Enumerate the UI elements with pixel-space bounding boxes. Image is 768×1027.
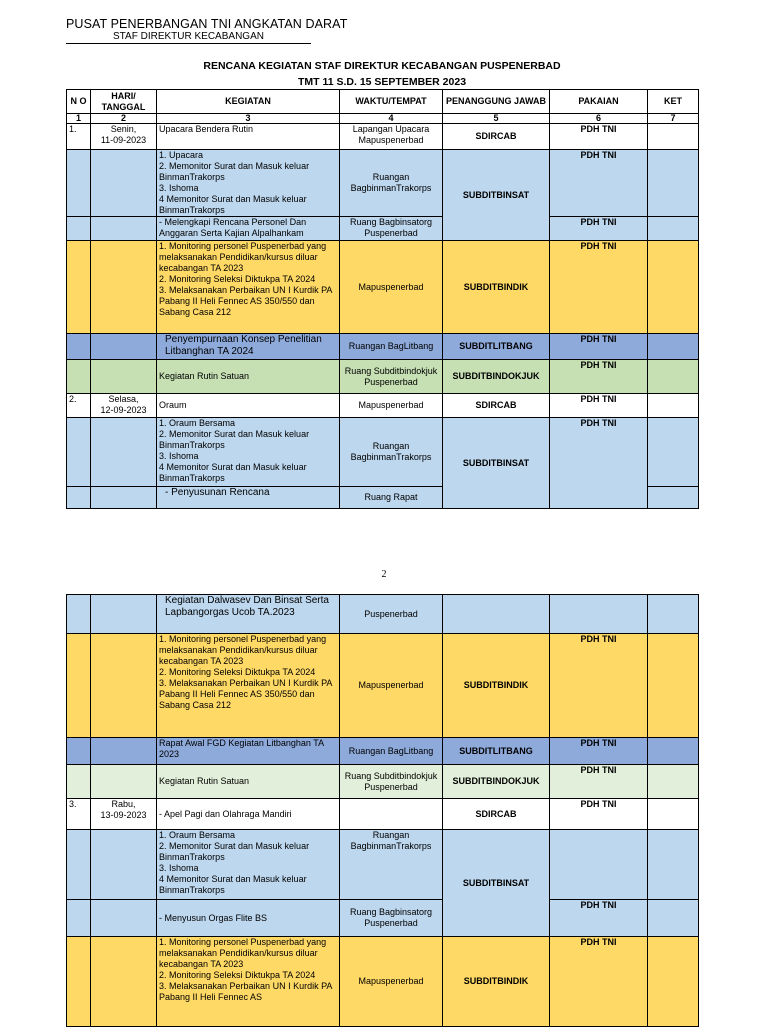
place-cell: Mapuspenerbad bbox=[340, 394, 443, 418]
row-number: 1. bbox=[67, 124, 91, 150]
place-cell: Ruangan BagLitbang bbox=[340, 738, 443, 765]
activity-cell: Upacara Bendera Rutin bbox=[157, 124, 340, 150]
table-row bbox=[67, 765, 699, 799]
responsible-cell: SUBDITBINDIK bbox=[443, 634, 550, 738]
table-row bbox=[67, 418, 699, 487]
place-cell: Ruangan BagbinmanTrakorps bbox=[340, 830, 443, 900]
table-row bbox=[67, 394, 699, 418]
col-header-kegiatan: KEGIATAN bbox=[157, 90, 340, 114]
place-cell: Puspenerbad bbox=[340, 595, 443, 634]
place-cell: Mapuspenerbad bbox=[340, 634, 443, 738]
responsible-cell: SUBDITBINSAT bbox=[443, 830, 550, 937]
table-header-row bbox=[67, 90, 699, 114]
responsible-cell: SUBDITBINDIK bbox=[443, 937, 550, 1027]
table-row bbox=[67, 830, 699, 900]
col-header-penanggung: PENANGGUNG JAWAB bbox=[443, 90, 550, 114]
table-row bbox=[67, 799, 699, 830]
row-number: 2. bbox=[67, 394, 91, 418]
activity-cell: Kegiatan Dalwasev Dan Binsat Serta Lapbangorgas Ucob TA.2023 bbox=[157, 595, 340, 634]
attire-cell: PDH TNI bbox=[550, 799, 648, 830]
place-cell: Ruang Rapat bbox=[340, 487, 443, 509]
activity-cell: - Apel Pagi dan Olahraga Mandiri bbox=[157, 799, 340, 830]
table-row bbox=[67, 150, 699, 217]
row-number: 3. bbox=[67, 799, 91, 830]
place-cell: Ruang Bagbinsatorg Puspenerbad bbox=[340, 217, 443, 241]
col-header-no: N O bbox=[67, 90, 91, 114]
responsible-cell: SUBDITBINDOKJUK bbox=[443, 360, 550, 394]
table-row bbox=[67, 334, 699, 360]
activity-cell: Oraum bbox=[157, 394, 340, 418]
document-title: RENCANA KEGIATAN STAF DIREKTUR KECABANGAN PUSPENERBAD bbox=[203, 60, 561, 72]
note-cell bbox=[648, 124, 699, 150]
page-number: 2 bbox=[381, 569, 387, 580]
schedule-table-page2 bbox=[66, 594, 699, 1027]
table-row bbox=[67, 634, 699, 738]
col-header-ket: KET bbox=[648, 90, 699, 114]
table-row bbox=[67, 738, 699, 765]
day-date-cell: Rabu, 13-09-2023 bbox=[91, 799, 157, 830]
day-date-cell: Selasa, 12-09-2023 bbox=[91, 394, 157, 418]
responsible-cell: SDIRCAB bbox=[443, 799, 550, 830]
place-cell: Mapuspenerbad bbox=[340, 241, 443, 334]
responsible-cell: SUBDITLITBANG bbox=[443, 334, 550, 360]
table-row bbox=[67, 900, 699, 937]
attire-cell: PDH TNI bbox=[550, 124, 648, 150]
attire-cell: PDH TNI bbox=[550, 634, 648, 738]
responsible-cell: SUBDITBINDOKJUK bbox=[443, 765, 550, 799]
responsible-cell: SUBDITBINSAT bbox=[443, 150, 550, 241]
activity-cell: 1. Upacara 2. Memonitor Surat dan Masuk keluar BinmanTrakorps 3. Ishoma 4 Memonitor Surat dan Masuk keluar BinmanTrakorps bbox=[157, 150, 340, 217]
attire-cell: PDH TNI bbox=[550, 241, 648, 334]
place-cell: Mapuspenerbad bbox=[340, 937, 443, 1027]
place-cell: Ruangan BagbinmanTrakorps bbox=[340, 418, 443, 487]
activity-cell: 1. Oraum Bersama 2. Memonitor Surat dan Masuk keluar BinmanTrakorps 3. Ishoma 4 Memonitor Surat dan Masuk keluar BinmanTrakorps bbox=[157, 830, 340, 900]
table-row bbox=[67, 241, 699, 334]
activity-cell: Kegiatan Rutin Satuan bbox=[157, 360, 340, 394]
col-header-pakaian: PAKAIAN bbox=[550, 90, 648, 114]
attire-cell: PDH TNI bbox=[550, 900, 648, 937]
place-cell: Ruang Subditbindokjuk Puspenerbad bbox=[340, 360, 443, 394]
table-row bbox=[67, 360, 699, 394]
activity-cell: - Menyusun Orgas Flite BS bbox=[157, 900, 340, 937]
place-cell: Ruang Bagbinsatorg Puspenerbad bbox=[340, 900, 443, 937]
place-cell: Lapangan Upacara Mapuspenerbad bbox=[340, 124, 443, 150]
document-period: TMT 11 S.D. 15 SEPTEMBER 2023 bbox=[297, 76, 467, 88]
table-row bbox=[67, 124, 699, 150]
attire-cell: PDH TNI bbox=[550, 765, 648, 799]
table-row bbox=[67, 217, 699, 241]
attire-cell: PDH TNI bbox=[550, 394, 648, 418]
col-header-waktu: WAKTU/TEMPAT bbox=[340, 90, 443, 114]
day-date-cell: Senin, 11-09-2023 bbox=[91, 124, 157, 150]
responsible-cell: SUBDITLITBANG bbox=[443, 738, 550, 765]
activity-cell: 1. Monitoring personel Puspenerbad yang melaksanakan Pendidikan/kursus diluar kecabangan TA 2023 2. Monitoring Seleksi Diktukpa TA 2024 3. Melaksanakan Perbaikan UN I Kurdik PA Pabang II Heli Fennec AS 350/550 dan Sabang Casa 212 bbox=[157, 241, 340, 334]
attire-cell: PDH TNI bbox=[550, 217, 648, 241]
responsible-cell: SUBDITBINSAT bbox=[443, 418, 550, 509]
table-row bbox=[67, 595, 699, 634]
activity-cell: 1. Monitoring personel Puspenerbad yang melaksanakan Pendidikan/kursus diluar kecabangan TA 2023 2. Monitoring Seleksi Diktukpa TA 2024 3. Melaksanakan Perbaikan UN I Kurdik PA Pabang II Heli Fennec AS bbox=[157, 937, 340, 1027]
col-header-hari: HARI/ TANGGAL bbox=[91, 90, 157, 114]
org-subunit: STAF DIREKTUR KECABANGAN bbox=[66, 31, 311, 44]
activity-cell: Kegiatan Rutin Satuan bbox=[157, 765, 340, 799]
schedule-table-page1 bbox=[66, 89, 699, 509]
attire-cell: PDH TNI bbox=[550, 150, 648, 217]
responsible-cell: SDIRCAB bbox=[443, 124, 550, 150]
place-cell: Ruang Subditbindokjuk Puspenerbad bbox=[340, 765, 443, 799]
activity-cell: Penyempurnaan Konsep Penelitian Litbanghan TA 2024 bbox=[157, 334, 340, 360]
activity-cell: - Melengkapi Rencana Personel Dan Anggaran Serta Kajian Alpalhankam bbox=[157, 217, 340, 241]
attire-cell: PDH TNI bbox=[550, 334, 648, 360]
attire-cell: PDH TNI bbox=[550, 738, 648, 765]
table-row bbox=[67, 937, 699, 1027]
responsible-cell: SDIRCAB bbox=[443, 394, 550, 418]
activity-cell: 1. Monitoring personel Puspenerbad yang melaksanakan Pendidikan/kursus diluar kecabangan TA 2023 2. Monitoring Seleksi Diktukpa TA 2024 3. Melaksanakan Perbaikan UN I Kurdik PA Pabang II Heli Fennec AS 350/550 dan Sabang Casa 212 bbox=[157, 634, 340, 738]
attire-cell: PDH TNI bbox=[550, 418, 648, 509]
attire-cell: PDH TNI bbox=[550, 937, 648, 1027]
org-name: PUSAT PENERBANGAN TNI ANGKATAN DARAT bbox=[66, 17, 348, 31]
responsible-cell: SUBDITBINDIK bbox=[443, 241, 550, 334]
attire-cell: PDH TNI bbox=[550, 360, 648, 394]
place-cell: Ruangan BagLitbang bbox=[340, 334, 443, 360]
place-cell: Ruangan BagbinmanTrakorps bbox=[340, 150, 443, 217]
activity-cell: - Penyusunan Rencana bbox=[157, 487, 340, 509]
activity-cell: 1. Oraum Bersama 2. Memonitor Surat dan Masuk keluar BinmanTrakorps 3. Ishoma 4 Memonitor Surat dan Masuk keluar BinmanTrakorps bbox=[157, 418, 340, 487]
activity-cell: Rapat Awal FGD Kegiatan Litbanghan TA 2023 bbox=[157, 738, 340, 765]
column-number-row: 1 2 3 4 5 6 7 bbox=[67, 114, 699, 124]
